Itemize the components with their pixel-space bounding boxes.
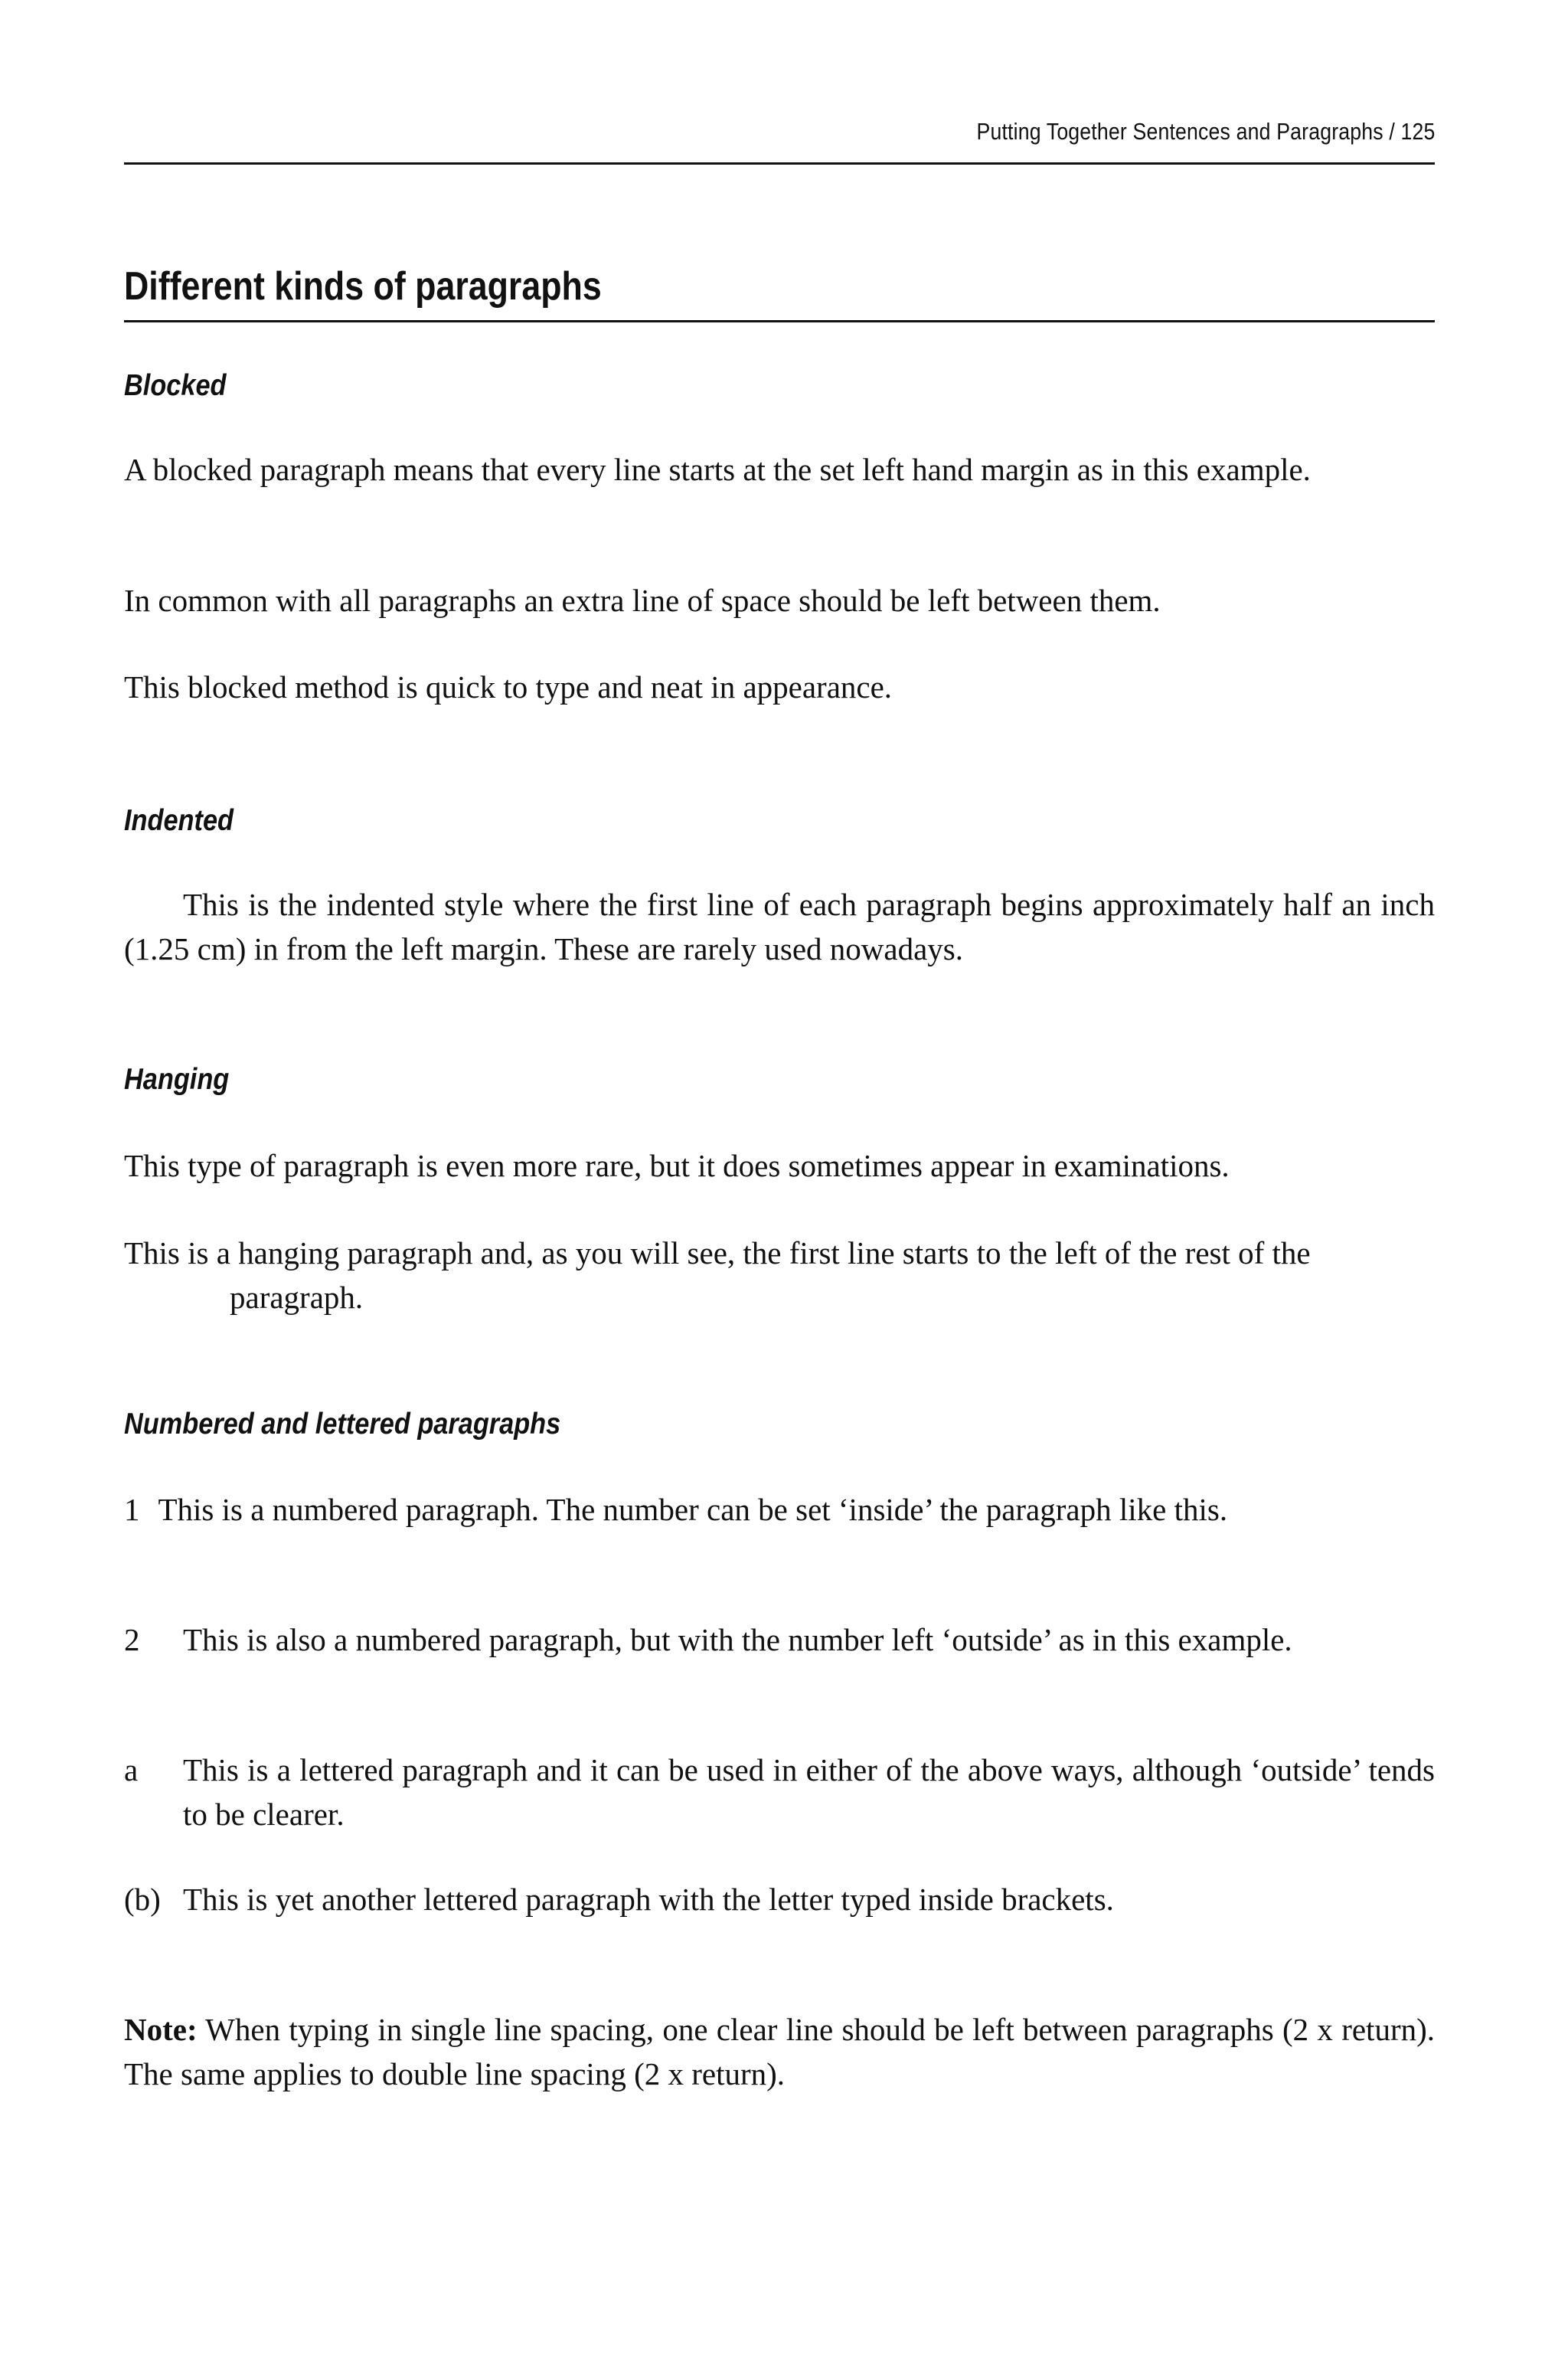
lettered-paragraph-outside <box>124 1748 1435 1836</box>
header-rule <box>124 162 1435 165</box>
numbered-heading: Numbered and lettered paragraphs <box>124 1408 561 1441</box>
lettered-paragraph-bracketed <box>124 1877 1435 1921</box>
paragraph-text: This is a numbered paragraph. The number can be set ‘inside’ the paragraph like this. <box>158 1492 1228 1527</box>
section-title: Different kinds of paragraphs <box>124 264 602 309</box>
hanging-paragraph-1: This type of paragraph is even more rare, but it does sometimes appear in examinations. <box>124 1148 1230 1183</box>
paragraph-text: This is yet another lettered paragraph with the letter typed inside brackets. <box>183 1882 1114 1917</box>
paragraph-letter: a <box>124 1752 139 1787</box>
paragraph-letter: (b) <box>124 1882 161 1917</box>
blocked-paragraph-2: In common with all paragraphs an extra line of space should be left between them. <box>124 583 1161 618</box>
indented-paragraph: This is the indented style where the first line of each paragraph begins approximately half an inch (1.25 cm) in from the left margin. These are rarely used nowadays. <box>124 887 1435 966</box>
blocked-paragraph-1: A blocked paragraph means that every line starts at the set left hand margin as in this example. <box>124 452 1311 487</box>
blocked-heading: Blocked <box>124 369 227 402</box>
paragraph-number: 1 <box>124 1492 140 1527</box>
running-head: Putting Together Sentences and Paragraphs / 125 <box>976 118 1435 145</box>
numbered-paragraph-inside <box>124 1487 1435 1532</box>
numbered-paragraph-outside <box>124 1617 1435 1662</box>
note-label: Note: <box>124 2012 198 2047</box>
blocked-paragraph-3: This blocked method is quick to type and neat in appearance. <box>124 669 893 705</box>
paragraph-text: This is a lettered paragraph and it can be used in either of the above ways, although ‘outside’ tends to be clearer. <box>183 1752 1435 1832</box>
paragraph-text: This is also a numbered paragraph, but with the number left ‘outside’ as in this example. <box>183 1622 1292 1657</box>
indented-heading: Indented <box>124 804 234 837</box>
title-rule <box>124 320 1435 322</box>
note-text: When typing in single line spacing, one clear line should be left between paragraphs (2 x return). The same applies to double line spacing (2 x return). <box>124 2012 1435 2091</box>
hanging-paragraph-2: This is a hanging paragraph and, as you will see, the first line starts to the left of the rest of the paragraph. <box>124 1235 1311 1315</box>
paragraph-number: 2 <box>124 1622 140 1657</box>
book-page <box>124 0 1435 2371</box>
note-paragraph <box>124 2007 1435 2096</box>
hanging-heading: Hanging <box>124 1063 230 1096</box>
